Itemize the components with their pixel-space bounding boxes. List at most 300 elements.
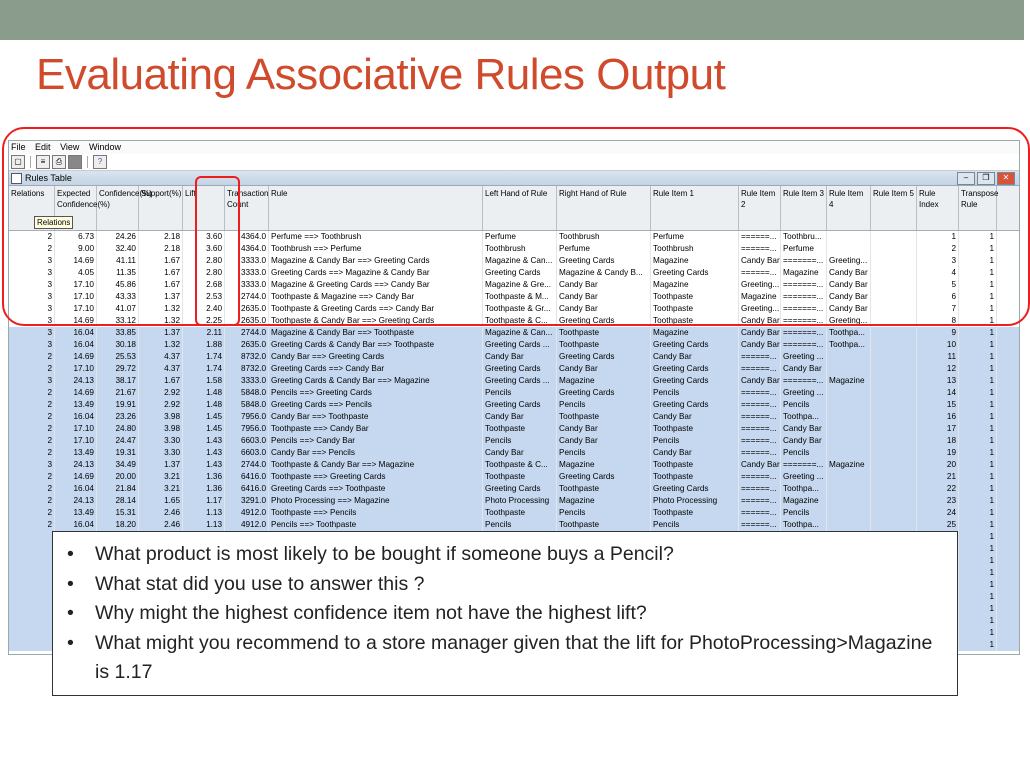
cell-rule-index: 22: [917, 483, 959, 495]
menu-edit[interactable]: Edit: [35, 142, 51, 152]
cell-left-hand: Toothpaste & C...: [483, 459, 557, 471]
cell-confidence: 33.12: [97, 315, 139, 327]
table-row[interactable]: [9, 447, 1019, 459]
cell-rule-item-5: [871, 471, 917, 483]
help-icon[interactable]: ?: [93, 155, 107, 169]
cell-right-hand: Magazine & Candy B...: [557, 267, 651, 279]
cell-left-hand: Toothpaste: [483, 507, 557, 519]
cell-rule: Toothpaste ==> Pencils: [269, 507, 483, 519]
new-document-icon[interactable]: ▢: [11, 155, 25, 169]
cell-transaction-count: 6603.0: [225, 447, 269, 459]
cell-relations: 2: [9, 495, 55, 507]
cell-rule-item-1: Candy Bar: [651, 411, 739, 423]
column-header-rule-index[interactable]: Rule Index: [917, 186, 959, 230]
cell-support: 4.37: [139, 363, 183, 375]
column-header-rule-item-1[interactable]: Rule Item 1: [651, 186, 739, 230]
cell-support: 2.46: [139, 519, 183, 531]
cell-lift: 1.58: [183, 375, 225, 387]
column-header-transpose-rule[interactable]: Transpose Rule: [959, 186, 997, 230]
cell-left-hand: Candy Bar: [483, 447, 557, 459]
cell-transpose-rule: 1: [959, 255, 997, 267]
cell-rule-item-3: Greeting ...: [781, 351, 827, 363]
cell-support: 1.67: [139, 267, 183, 279]
close-button[interactable]: ✕: [997, 172, 1015, 185]
cell-rule-item-2: Candy Bar: [741, 328, 780, 337]
menu-window[interactable]: Window: [88, 142, 121, 152]
rules-table-title: Rules Table: [25, 173, 72, 183]
cell-rule-index: 9: [917, 327, 959, 339]
cell-left-hand: Toothbrush: [483, 243, 557, 255]
cell-transaction-count: 7956.0: [225, 411, 269, 423]
cell-rule-item-4: Toothpa...: [827, 339, 871, 351]
cell-rule-item-4: [827, 411, 871, 423]
cell-rule: Magazine & Greeting Cards ==> Candy Bar: [269, 279, 483, 291]
cell-left-hand: Greeting Cards: [483, 399, 557, 411]
cell-confidence: 43.33: [97, 291, 139, 303]
cell-rule-item-4: [827, 363, 871, 375]
cell-rule-item-4: Greeting...: [827, 315, 871, 327]
cell-transaction-count: 2744.0: [225, 327, 269, 339]
cell-relations: 2: [9, 483, 55, 495]
column-header-confidence[interactable]: Confidence(%): [97, 186, 139, 230]
cell-rule-item-3: =======...: [781, 315, 827, 327]
cell-rule-item-5: [871, 327, 917, 339]
cell-support: 3.98: [139, 423, 183, 435]
cell-right-hand: Greeting Cards: [557, 387, 651, 399]
slide-title: Evaluating Associative Rules Output: [36, 50, 726, 99]
column-header-support[interactable]: Support(%): [139, 186, 183, 230]
cell-transpose-rule: 1: [959, 483, 997, 495]
cell-rule: Toothpaste ==> Candy Bar: [269, 423, 483, 435]
cell-rule-item-5: [871, 351, 917, 363]
cell-rule-item-1: Greeting Cards: [651, 399, 739, 411]
cell-rule-item-3: =======...: [781, 459, 827, 471]
cell-relations: 2: [9, 231, 55, 243]
cell-confidence: 34.49: [97, 459, 139, 471]
cell-rule-item-1: Toothpaste: [651, 507, 739, 519]
cell-transpose-rule: 1: [959, 507, 997, 519]
restore-button[interactable]: ❐: [977, 172, 995, 185]
cell-relations: [9, 627, 55, 639]
cell-rule-item-4: [827, 351, 871, 363]
cell-confidence: 23.26: [97, 411, 139, 423]
cell-rule-item-3: =======...: [781, 279, 827, 291]
cell-relations: 3: [9, 375, 55, 387]
cell-rule-item-3: Perfume: [781, 243, 827, 255]
cell-expected-confidence: 17.10: [55, 303, 97, 315]
cell-expected-confidence: 14.69: [55, 471, 97, 483]
cell-expected-confidence: 17.10: [55, 435, 97, 447]
cell-transaction-count: 2744.0: [225, 459, 269, 471]
cell-support: 2.18: [139, 243, 183, 255]
cell-rule-item-3: =======...: [781, 327, 827, 339]
cell-rule-item-2: Magazine: [739, 291, 781, 303]
cell-confidence: 19.31: [97, 447, 139, 459]
cell-transpose-rule: 1: [959, 555, 997, 567]
table-row[interactable]: [9, 507, 1019, 519]
cell-relations: [9, 543, 55, 555]
table-row[interactable]: [9, 375, 1019, 387]
cell-transpose-rule: 1: [959, 279, 997, 291]
minimize-button[interactable]: –: [957, 172, 975, 185]
cell-rule-item-1: Photo Processing: [651, 495, 739, 507]
cell-rule-index: 3: [917, 255, 959, 267]
cell-rule-index: 1: [917, 231, 959, 243]
column-header-expected-confidence[interactable]: Expected Confidence(%): [55, 186, 97, 230]
cell-expected-confidence: 24.13: [55, 459, 97, 471]
column-header-rule-item-5[interactable]: Rule Item 5: [871, 186, 917, 230]
cell-rule-index: 2: [917, 243, 959, 255]
cell-transpose-rule: 1: [959, 411, 997, 423]
cell-rule-item-1: Pencils: [651, 519, 739, 531]
cell-expected-confidence: 9.00: [55, 243, 97, 255]
cell-transaction-count: 6416.0: [225, 483, 269, 495]
cell-rule-item-1: Toothpaste: [651, 303, 739, 315]
cell-rule-index: 8: [917, 315, 959, 327]
cell-confidence: 20.00: [97, 471, 139, 483]
cell-rule-item-2: ======...: [739, 495, 781, 507]
cell-transpose-rule: 1: [959, 339, 997, 351]
cell-support: 2.92: [139, 399, 183, 411]
cell-left-hand: Perfume: [483, 231, 557, 243]
cell-rule-item-2: Candy Bar: [741, 340, 780, 349]
cell-lift: 1.13: [183, 519, 225, 531]
column-header-right-hand[interactable]: Right Hand of Rule: [557, 186, 651, 230]
cell-support: 1.65: [139, 495, 183, 507]
cell-right-hand: Greeting Cards: [557, 255, 651, 267]
rows-highlight-box: [2, 127, 1030, 326]
cell-relations: 3: [9, 267, 55, 279]
cell-rule-item-5: [871, 411, 917, 423]
cell-rule-item-1: Greeting Cards: [651, 363, 739, 375]
cell-rule-item-4: [827, 495, 871, 507]
cell-rule: Toothbrush ==> Perfume: [269, 243, 483, 255]
cell-rule: Greeting Cards ==> Toothpaste: [269, 483, 483, 495]
cell-rule-item-2: ======...: [739, 363, 781, 375]
cell-rule-index: 6: [917, 291, 959, 303]
cell-rule-item-5: [871, 387, 917, 399]
cell-rule: Toothpaste ==> Greeting Cards: [269, 471, 483, 483]
cell-right-hand: Toothpaste: [557, 483, 651, 495]
cell-rule-item-2: Greeting...: [741, 304, 780, 313]
cell-rule: Magazine & Candy Bar ==> Greeting Cards: [269, 255, 483, 267]
cell-support: 3.21: [139, 471, 183, 483]
cell-relations: [9, 579, 55, 591]
cell-relations: 2: [9, 411, 55, 423]
cell-lift: 1.36: [183, 471, 225, 483]
cell-rule-item-2: ======...: [739, 483, 781, 495]
column-header-left-hand[interactable]: Left Hand of Rule: [483, 186, 557, 230]
cell-rule-item-1: Magazine: [651, 279, 739, 291]
cell-transpose-rule: 1: [959, 639, 997, 651]
cell-rule-index: 21: [917, 471, 959, 483]
cell-rule-item-2: ======...: [739, 435, 781, 447]
cell-expected-confidence: 13.49: [55, 507, 97, 519]
table-row[interactable]: [9, 483, 1019, 495]
cell-confidence: 38.17: [97, 375, 139, 387]
cell-relations: 2: [9, 363, 55, 375]
cell-transpose-rule: 1: [959, 435, 997, 447]
cell-expected-confidence: 24.13: [55, 495, 97, 507]
cell-transpose-rule: 1: [959, 399, 997, 411]
cell-transpose-rule: 1: [959, 423, 997, 435]
cell-rule-item-1: Toothpaste: [651, 291, 739, 303]
cell-transaction-count: 6603.0: [225, 435, 269, 447]
cell-right-hand: Toothpaste: [557, 519, 651, 531]
cell-rule-item-5: [871, 459, 917, 471]
cell-right-hand: Greeting Cards: [557, 351, 651, 363]
table-row[interactable]: [9, 435, 1019, 447]
cell-expected-confidence: 4.05: [55, 267, 97, 279]
cell-support: 2.92: [139, 387, 183, 399]
table-row[interactable]: [9, 351, 1019, 363]
cell-confidence: 29.72: [97, 363, 139, 375]
cell-expected-confidence: 14.69: [55, 255, 97, 267]
cell-relations: 2: [9, 519, 55, 531]
cell-rule-item-1: Greeting Cards: [651, 267, 739, 279]
cell-support: 4.37: [139, 351, 183, 363]
cell-rule-index: 16: [917, 411, 959, 423]
cell-left-hand: Pencils: [483, 387, 557, 399]
cell-transpose-rule: 1: [959, 471, 997, 483]
cell-rule-index: 25: [917, 519, 959, 531]
cell-left-hand: Photo Processing: [483, 495, 557, 507]
cell-rule-item-5: [871, 483, 917, 495]
lift-column-highlight-box: [195, 176, 240, 326]
cell-rule-item-2: ======...: [739, 447, 781, 459]
cell-rule: Pencils ==> Greeting Cards: [269, 387, 483, 399]
cell-rule-item-2: Candy Bar: [741, 376, 780, 385]
cell-rule: Greeting Cards ==> Magazine & Candy Bar: [269, 267, 483, 279]
cell-transaction-count: 4912.0: [225, 507, 269, 519]
cell-rule-item-4: Candy Bar: [827, 267, 871, 279]
cell-rule-item-4: Magazine: [827, 375, 871, 387]
cell-expected-confidence: 17.10: [55, 363, 97, 375]
column-header-rule-item-2[interactable]: Rule Item 2: [739, 186, 781, 230]
cell-rule-item-2: ======...: [739, 387, 781, 399]
cell-rule-item-3: Pencils: [781, 399, 827, 411]
cell-rule-item-4: Candy Bar: [827, 303, 871, 315]
cell-rule: Magazine & Candy Bar ==> Toothpaste: [269, 327, 483, 339]
cell-relations: 2: [9, 447, 55, 459]
cell-expected-confidence: 13.49: [55, 399, 97, 411]
cell-relations: 3: [9, 339, 55, 351]
cell-lift: 1.13: [183, 507, 225, 519]
cell-rule-item-2: Candy Bar: [741, 460, 780, 469]
cell-support: 1.32: [139, 303, 183, 315]
cell-rule-item-2: ======...: [739, 423, 781, 435]
cell-lift: 3.60: [183, 243, 225, 255]
table-row[interactable]: [9, 363, 1019, 375]
cell-rule-item-3: Candy Bar: [781, 423, 827, 435]
cell-expected-confidence: 24.13: [55, 375, 97, 387]
cell-confidence: 18.20: [97, 519, 139, 531]
cell-left-hand: Greeting Cards: [483, 483, 557, 495]
cell-confidence: 41.07: [97, 303, 139, 315]
cell-rule: Greeting Cards ==> Candy Bar: [269, 363, 483, 375]
cell-rule-item-5: [871, 363, 917, 375]
cell-rule-item-5: [871, 423, 917, 435]
cell-confidence: 45.86: [97, 279, 139, 291]
questions-box: [52, 531, 958, 696]
cell-right-hand: Toothpaste: [557, 339, 651, 351]
cell-rule-item-2: ======...: [739, 399, 781, 411]
question-item: • What product is most likely to be bought if someone buys a Pencil?: [61, 540, 943, 570]
cell-support: 1.67: [139, 375, 183, 387]
cell-right-hand: Toothpaste: [557, 411, 651, 423]
cell-relations: 3: [9, 303, 55, 315]
cell-right-hand: Magazine: [557, 459, 651, 471]
cell-confidence: 24.47: [97, 435, 139, 447]
cell-lift: 1.74: [183, 363, 225, 375]
cell-expected-confidence: 17.10: [55, 423, 97, 435]
cell-relations: [9, 591, 55, 603]
cell-right-hand: Pencils: [557, 399, 651, 411]
cell-rule-item-4: [827, 483, 871, 495]
table-row[interactable]: [9, 495, 1019, 507]
menu-view[interactable]: View: [60, 142, 80, 152]
cell-lift: 2.40: [183, 303, 225, 315]
cell-rule-item-1: Perfume: [651, 231, 739, 243]
cell-support: 1.32: [139, 315, 183, 327]
column-header-lift[interactable]: Lift: [183, 186, 225, 230]
cell-rule-item-3: Toothpa...: [781, 483, 827, 495]
cell-rule-index: 18: [917, 435, 959, 447]
cell-rule: Candy Bar ==> Toothpaste: [269, 411, 483, 423]
cell-relations: 3: [9, 459, 55, 471]
cell-rule-item-2: ======...: [739, 267, 781, 279]
cell-rule-item-5: [871, 507, 917, 519]
cell-rule-index: 4: [917, 267, 959, 279]
table-row[interactable]: [9, 459, 1019, 471]
cell-transaction-count: 2635.0: [225, 303, 269, 315]
cell-lift: 2.80: [183, 255, 225, 267]
cell-relations: [9, 639, 55, 651]
cell-relations: 2: [9, 507, 55, 519]
column-header-relations[interactable]: Relations: [9, 186, 55, 230]
cell-lift: 2.68: [183, 279, 225, 291]
cell-rule-item-5: [871, 447, 917, 459]
cell-transpose-rule: 1: [959, 579, 997, 591]
cell-rule: Pencils ==> Toothpaste: [269, 519, 483, 531]
cell-transpose-rule: 1: [959, 267, 997, 279]
cell-support: 1.32: [139, 339, 183, 351]
cell-rule-index: 10: [917, 339, 959, 351]
cell-rule-index: 24: [917, 507, 959, 519]
cell-rule-index: 7: [917, 303, 959, 315]
cell-support: 1.37: [139, 291, 183, 303]
column-header-rule[interactable]: Rule: [269, 186, 483, 230]
cell-left-hand: Magazine & Can...: [483, 255, 557, 267]
cell-rule-item-2: ======...: [739, 507, 781, 519]
cell-rule-item-3: Pencils: [781, 507, 827, 519]
cell-transaction-count: 5848.0: [225, 387, 269, 399]
table-row[interactable]: [9, 327, 1019, 339]
cell-rule-item-2: ======...: [739, 411, 781, 423]
cell-rule-item-3: =======...: [781, 339, 827, 351]
cell-relations: 3: [9, 291, 55, 303]
cell-rule-item-3: =======...: [781, 255, 827, 267]
cell-rule-item-3: Toothbru...: [781, 231, 827, 243]
menu-file[interactable]: File: [11, 142, 26, 152]
cell-rule-item-3: Toothpa...: [781, 411, 827, 423]
cell-rule-item-2: ======...: [739, 519, 781, 531]
cell-rule-item-5: [871, 375, 917, 387]
cell-rule-item-3: Candy Bar: [781, 363, 827, 375]
cell-left-hand: Magazine & Gre...: [483, 279, 557, 291]
cell-rule-item-1: Toothbrush: [651, 243, 739, 255]
cell-rule-item-3: =======...: [781, 291, 827, 303]
cell-rule: Greeting Cards & Candy Bar ==> Magazine: [269, 375, 483, 387]
cell-left-hand: Greeting Cards ...: [483, 339, 557, 351]
table-row[interactable]: [9, 423, 1019, 435]
cell-relations: [9, 603, 55, 615]
cell-relations: [9, 567, 55, 579]
column-header-transaction-count[interactable]: Transaction Count: [225, 186, 269, 230]
table-row[interactable]: [9, 519, 1019, 531]
cell-transaction-count: 4364.0: [225, 231, 269, 243]
cell-lift: 1.45: [183, 423, 225, 435]
cell-transpose-rule: 1: [959, 531, 997, 543]
cell-support: 1.37: [139, 327, 183, 339]
question-item: • What might you recommend to a store manager given that the lift for PhotoProcessing>Magazine is 1.17: [61, 629, 943, 688]
cell-right-hand: Pencils: [557, 447, 651, 459]
cell-rule-item-4: [827, 423, 871, 435]
table-row[interactable]: [9, 471, 1019, 483]
cell-expected-confidence: 14.69: [55, 315, 97, 327]
table-row[interactable]: [9, 399, 1019, 411]
cell-support: 1.67: [139, 255, 183, 267]
cell-rule: Photo Processing ==> Magazine: [269, 495, 483, 507]
cell-support: 3.30: [139, 435, 183, 447]
cell-relations: 2: [9, 243, 55, 255]
cell-transpose-rule: 1: [959, 315, 997, 327]
cell-expected-confidence: 16.04: [55, 339, 97, 351]
properties-icon[interactable]: ≡: [36, 155, 50, 169]
cell-right-hand: Greeting Cards: [557, 471, 651, 483]
cell-expected-confidence: 6.73: [55, 231, 97, 243]
cell-confidence: 15.31: [97, 507, 139, 519]
cell-rule-item-3: =======...: [781, 375, 827, 387]
cell-confidence: 21.84: [97, 483, 139, 495]
cell-lift: 3.60: [183, 231, 225, 243]
cell-lift: 1.45: [183, 411, 225, 423]
cell-lift: 1.17: [183, 495, 225, 507]
cell-rule-item-2: Candy Bar: [741, 316, 780, 325]
cell-confidence: 24.26: [97, 231, 139, 243]
cell-relations: 3: [9, 315, 55, 327]
questions-list: [61, 540, 943, 688]
column-header-rule-item-3[interactable]: Rule Item 3: [781, 186, 827, 230]
cell-right-hand: Candy Bar: [557, 435, 651, 447]
table-row[interactable]: [9, 411, 1019, 423]
cell-lift: 1.88: [183, 339, 225, 351]
cell-rule-item-5: [871, 519, 917, 531]
cell-left-hand: Pencils: [483, 435, 557, 447]
cell-relations: [9, 555, 55, 567]
print-icon[interactable]: ⎙: [52, 155, 66, 169]
cell-expected-confidence: 13.49: [55, 447, 97, 459]
cell-left-hand: Candy Bar: [483, 351, 557, 363]
cell-rule: Greeting Cards & Candy Bar ==> Toothpaste: [269, 339, 483, 351]
cell-transpose-rule: 1: [959, 375, 997, 387]
table-row[interactable]: [9, 339, 1019, 351]
cell-rule-item-1: Toothpaste: [651, 315, 739, 327]
column-header-rule-item-4[interactable]: Rule Item 4: [827, 186, 871, 230]
table-row[interactable]: [9, 387, 1019, 399]
cell-transaction-count: 3333.0: [225, 279, 269, 291]
cell-relations: 3: [9, 279, 55, 291]
